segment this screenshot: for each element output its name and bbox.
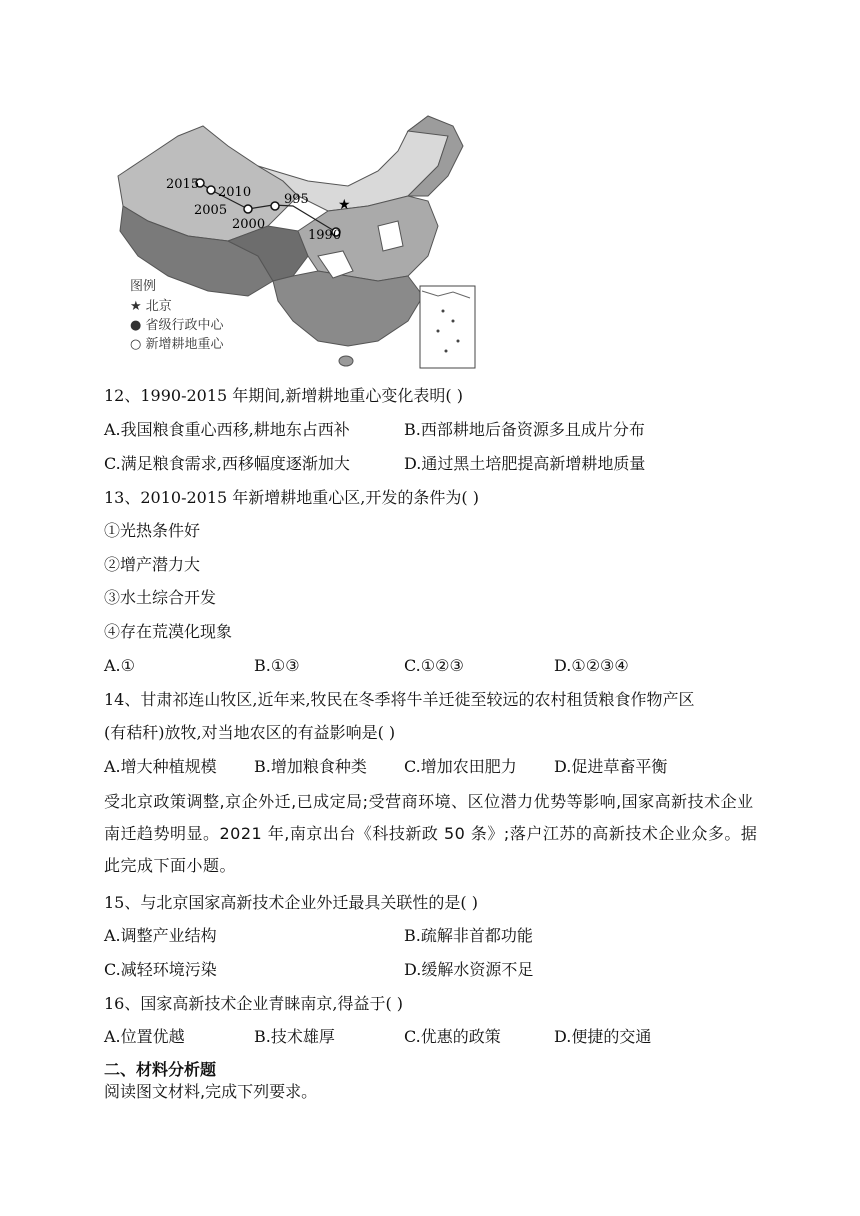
section-intro: 阅读图文材料,完成下列要求。 [104, 1082, 318, 1101]
q13-statement-2: ②增产潜力大 [104, 555, 201, 574]
centroid-point [207, 186, 215, 194]
q16-option-d[interactable]: D.便捷的交通 [554, 1027, 652, 1046]
q12-option-d[interactable]: D.通过黑土培肥提高新增耕地质量 [404, 454, 646, 473]
q13-option-b[interactable]: B.①③ [254, 656, 300, 675]
q12-option-c[interactable]: C.满足粮食需求,西移幅度逐渐加大 [104, 454, 350, 473]
legend-center: ○ 新增耕地重心 [130, 337, 224, 352]
q15-stem: 15、与北京国家高新技术企业外迁最具关联性的是( ) [104, 893, 478, 912]
year-label: 995 [284, 192, 309, 207]
q16-option-a[interactable]: A.位置优越 [104, 1027, 185, 1046]
q16-option-b[interactable]: B.技术雄厚 [254, 1027, 335, 1046]
year-label: 2005 [194, 203, 228, 218]
centroid-point [244, 205, 252, 213]
q15-option-c[interactable]: C.减轻环境污染 [104, 960, 217, 979]
section-heading: 二、材料分析题 [104, 1060, 217, 1079]
q13-option-c[interactable]: C.①②③ [404, 656, 464, 675]
china-map-figure [108, 106, 480, 372]
legend-beijing: ★ 北京 [130, 299, 172, 314]
q14-option-a[interactable]: A.增大种植规模 [104, 757, 217, 776]
inset-island [457, 340, 460, 343]
inset-island [445, 350, 448, 353]
map-hainan [339, 356, 353, 366]
q16-stem: 16、国家高新技术企业青睐南京,得益于( ) [104, 994, 404, 1013]
legend-capital: ● 省级行政中心 [130, 318, 224, 333]
inset-island [437, 330, 440, 333]
q12-stem: 12、1990-2015 年期间,新增耕地重心变化表明( ) [104, 386, 463, 405]
q12-option-b[interactable]: B.西部耕地后备资源多且成片分布 [404, 420, 645, 439]
south-sea-inset [420, 286, 475, 368]
year-label: 2015 [166, 177, 200, 192]
q13-option-d[interactable]: D.①②③④ [554, 656, 629, 675]
q14-option-d[interactable]: D.促进草畜平衡 [554, 757, 668, 776]
beijing-star-icon: ★ [338, 197, 351, 213]
year-label: 1990 [308, 228, 342, 243]
passage-text: 受北京政策调整,京企外迁,已成定局;受营商环境、区位潜力优势等影响,国家高新技术企业南迁趋势明显。2021 年,南京出台《科技新政 50 条》;落户江苏的高新技术企业众多。据此完成下面小题。 [104, 792, 758, 875]
q12-option-a[interactable]: A.我国粮食重心西移,耕地东占西补 [104, 420, 350, 439]
q15-option-a[interactable]: A.调整产业结构 [104, 926, 217, 945]
q13-stem: 13、2010-2015 年新增耕地重心区,开发的条件为( ) [104, 488, 479, 507]
q13-statement-4: ④存在荒漠化现象 [104, 622, 233, 641]
inset-island [452, 320, 455, 323]
q14-stem-line1: 14、甘肃祁连山牧区,近年来,牧民在冬季将牛羊迁徙至较远的农村租赁粮食作物产区 [104, 690, 695, 709]
inset-island [442, 310, 445, 313]
q15-option-d[interactable]: D.缓解水资源不足 [404, 960, 534, 979]
q14-stem-line2: (有秸秆)放牧,对当地农区的有益影响是( ) [104, 723, 396, 742]
q14-option-b[interactable]: B.增加粮食种类 [254, 757, 367, 776]
q14-option-c[interactable]: C.增加农田肥力 [404, 757, 517, 776]
q13-option-a[interactable]: A.① [104, 656, 135, 675]
q16-option-c[interactable]: C.优惠的政策 [404, 1027, 501, 1046]
q13-statement-1: ①光热条件好 [104, 521, 201, 540]
year-label: 2010 [218, 185, 252, 200]
q13-statement-3: ③水土综合开发 [104, 588, 217, 607]
q15-option-b[interactable]: B.疏解非首都功能 [404, 926, 533, 945]
centroid-point [271, 202, 279, 210]
legend-title: 图例 [130, 279, 157, 294]
year-label: 2000 [232, 217, 266, 232]
map-region-white [378, 221, 403, 251]
